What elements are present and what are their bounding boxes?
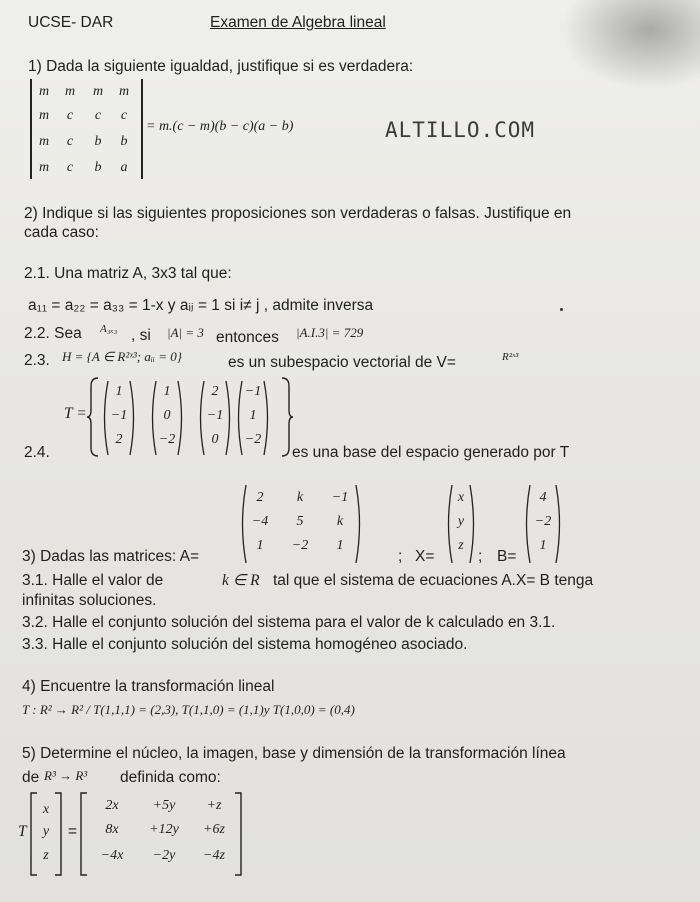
det-right-bar — [141, 79, 143, 179]
matrix-A-cell: 5 — [296, 514, 304, 529]
det-cell: m — [118, 84, 130, 99]
det-cell: b — [120, 134, 128, 149]
det-cell: a — [120, 160, 128, 175]
det-cell: c — [66, 160, 74, 175]
q4-formula: T : R² → R² / T(1,1,1) = (2,3), T(1,1,0) = (1,1)y T(1,0,0) = (0,4) — [22, 702, 355, 717]
basis-vector-cell: −2 — [244, 432, 262, 447]
matrix-B-cell: 4 — [539, 490, 547, 505]
item-2-1-line1: 2.1. Una matriz A, 3x3 tal que: — [24, 265, 232, 282]
item-3-2: 3.2. Halle el conjunto solución del sistema para el valor de k calculado en 3.1. — [22, 614, 556, 631]
basis-vector-cell: 0 — [211, 432, 219, 447]
det-cell: c — [66, 108, 74, 123]
basis-vector-cell: 0 — [163, 408, 171, 423]
item-2-3-set: H = {A ∈ R²ˣ³; aᵢᵢ = 0} — [62, 349, 182, 364]
item-2-2-result: |A.I.3| = 729 — [296, 325, 364, 340]
q5-matrix-cell: +z — [206, 798, 222, 813]
item-2-2-det: |A| = 3 — [167, 325, 204, 340]
matrix-A-right-paren — [354, 484, 364, 564]
q5-vector-cell: y — [42, 824, 50, 839]
q5-T: T — [18, 823, 27, 840]
q5-matrix-cell: −4z — [203, 848, 225, 863]
q4-prompt: 4) Encuentre la transformación lineal — [22, 678, 275, 695]
det-cell: m — [38, 108, 50, 123]
matrix-X-cell: z — [458, 538, 464, 553]
institution-label: UCSE- DAR — [28, 14, 114, 31]
det-cell: c — [120, 108, 128, 123]
q5-matrix-cell: +5y — [152, 798, 176, 813]
item-2-4-T: T = — [64, 405, 87, 422]
q1-prompt: 1) Dada la siguiente igualdad, justifique si es verdadera: — [28, 58, 414, 75]
item-2-4-left-brace — [86, 376, 100, 458]
basis-vector-cell: 1 — [249, 408, 257, 423]
matrix-A-cell: −4 — [251, 514, 269, 529]
basis-vector-cell: 2 — [115, 432, 123, 447]
item-3-1-line2: infinitas soluciones. — [22, 592, 157, 609]
det-cell: m — [38, 84, 50, 99]
q5-prompt-de: de — [22, 769, 40, 786]
item-2-2-label: 2.2. Sea — [24, 325, 82, 342]
q2-prompt-line2: cada caso: — [24, 224, 99, 241]
q5-matrix-cell: +12y — [149, 822, 179, 837]
basis-vector-cell: 2 — [211, 384, 219, 399]
det-cell: m — [92, 84, 104, 99]
matrix-A-cell: −2 — [291, 538, 309, 553]
q1-rhs: = m.(c − m)(b − c)(a − b) — [146, 119, 294, 134]
det-cell: c — [66, 134, 74, 149]
item-2-4-text: es una base del espacio generado por T — [292, 444, 570, 461]
det-cell: b — [94, 160, 102, 175]
item-2-3-label: 2.3. — [24, 352, 50, 369]
matrix-X-cell: x — [457, 490, 465, 505]
q5-matrix-cell: 2x — [105, 798, 119, 813]
det-cell: m — [38, 134, 50, 149]
q5-prompt-definida: definida como: — [120, 769, 221, 786]
photo-shadow — [560, 0, 700, 90]
basis-vector-cell: 1 — [163, 384, 171, 399]
matrix-B-cell: −2 — [534, 514, 552, 529]
matrix-X-cell: y — [457, 514, 465, 529]
item-2-4-label: 2.4. — [24, 444, 50, 461]
q3-label: 3) Dadas las matrices: A= — [22, 548, 200, 565]
det-cell: m — [64, 84, 76, 99]
q3-x-label: X= — [415, 548, 435, 565]
basis-vector-cell: −1 — [110, 408, 128, 423]
q5-matrix-cell: −2y — [152, 848, 176, 863]
basis-vector-cell: −1 — [244, 384, 262, 399]
basis-vector-cell: 1 — [115, 384, 123, 399]
q3-sep1: ; — [398, 548, 403, 565]
det-cell: b — [94, 134, 102, 149]
q5-matrix-cell: −4x — [100, 848, 124, 863]
q5-vector-cell: z — [43, 848, 49, 863]
matrix-B-cell: 1 — [539, 538, 547, 553]
q2-prompt-line1: 2) Indique si las siguientes proposiciones son verdaderas o falsas. Justifique en — [24, 205, 572, 222]
basis-vector-cell: −2 — [158, 432, 176, 447]
item-3-3: 3.3. Halle el conjunto solución del sistema homogéneo asociado. — [22, 636, 468, 653]
item-2-3-text: es un subespacio vectorial de V= — [228, 354, 456, 371]
item-2-1-line2: a₁₁ = a₂₂ = a₃₃ = 1-x y aᵢⱼ = 1 si i≠ j , admite inversa — [28, 297, 374, 314]
q5-equals: = — [68, 823, 78, 840]
watermark: ALTILLO.COM — [385, 118, 536, 142]
matrix-A-cell: 2 — [256, 490, 264, 505]
q5-matrix-cell: +6z — [203, 822, 225, 837]
item-2-2-matrix: A₃ₓ₃ — [100, 323, 118, 335]
matrix-A-cell: 1 — [256, 538, 264, 553]
exam-title: Examen de Algebra lineal — [210, 14, 386, 31]
q5-prompt-map: R³ → R³ — [44, 768, 88, 783]
item-2-2-entonces: entonces — [216, 329, 279, 346]
basis-vector-cell: −1 — [206, 408, 224, 423]
q5-prompt-line1: 5) Determine el núcleo, la imagen, base y dimensión de la transformación línea — [22, 745, 566, 762]
item-2-2-si: , si — [131, 327, 151, 344]
item-3-1-line1b: k ∈ R — [222, 572, 260, 589]
q3-b-label: B= — [497, 548, 517, 565]
q5-matrix-cell: 8x — [105, 822, 119, 837]
item-3-1-line1c: tal que el sistema de ecuaciones A.X= B tenga — [273, 572, 594, 589]
item-3-1-line1a: 3.1. Halle el valor de — [22, 572, 164, 589]
matrix-A-cell: k — [296, 490, 304, 505]
stray-dot — [560, 308, 563, 311]
item-2-3-space: R²ˣ³ — [502, 351, 519, 363]
matrix-A-cell: k — [336, 514, 344, 529]
det-cell: m — [38, 160, 50, 175]
matrix-A-cell: −1 — [331, 490, 349, 505]
q3-sep2: ; — [478, 548, 483, 565]
q5-vector-cell: x — [42, 802, 50, 817]
det-cell: c — [94, 108, 102, 123]
matrix-A-cell: 1 — [336, 538, 344, 553]
